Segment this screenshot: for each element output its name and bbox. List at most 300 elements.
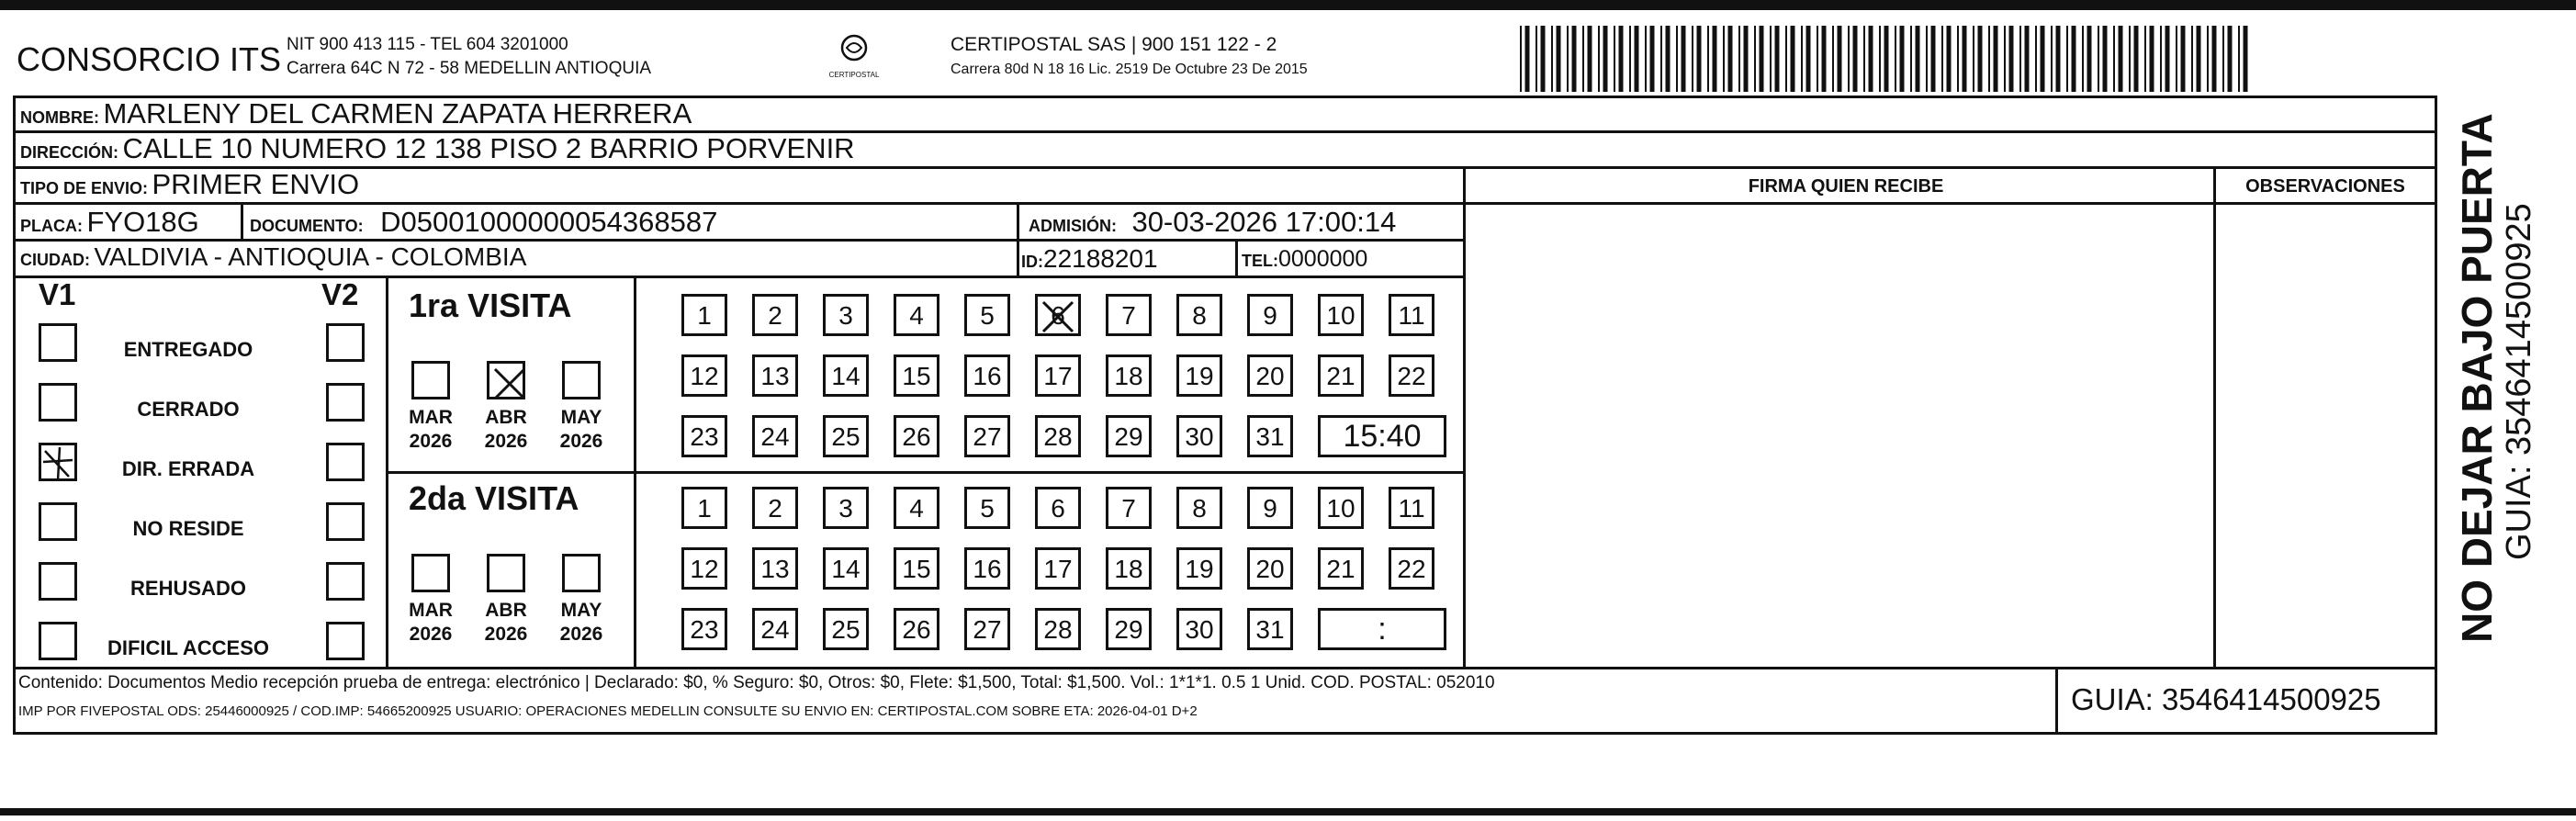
second-day-box[interactable] [681, 487, 727, 529]
day-number: 3 [838, 494, 853, 523]
second-day-box[interactable] [1035, 547, 1081, 590]
second-day-box[interactable] [894, 547, 939, 590]
barcode-bar [1988, 26, 1990, 92]
rule [13, 239, 1464, 242]
day-number: 22 [1397, 555, 1426, 583]
first-day-box[interactable] [1176, 294, 1222, 336]
barcode-bar [2004, 26, 2006, 92]
barcode-bar [1869, 26, 1873, 92]
second-visit-title: 2da VISITA [409, 479, 579, 517]
second-day-box[interactable] [1035, 487, 1081, 529]
day-number: 29 [1114, 422, 1143, 451]
first-day-box[interactable] [1035, 294, 1081, 336]
second-month-checkbox[interactable] [487, 554, 525, 592]
first-month-checkbox[interactable] [562, 361, 601, 399]
day-number: 18 [1114, 362, 1143, 390]
day-number: 10 [1326, 301, 1355, 330]
barcode-bar [2113, 26, 2115, 92]
barcode-bar [2144, 26, 2146, 92]
second-day-box[interactable] [681, 608, 727, 650]
barcode-bar [2191, 26, 2193, 92]
first-day-box[interactable] [964, 294, 1010, 336]
barcode-bar [1635, 26, 1639, 92]
second-day-box[interactable] [752, 487, 798, 529]
day-number: 28 [1043, 422, 1073, 451]
barcode-bar [1692, 26, 1693, 92]
second-day-box[interactable] [1247, 487, 1293, 529]
first-visit-title: 1ra VISITA [409, 287, 572, 324]
barcode-bar [2119, 26, 2123, 92]
certipostal-logo [827, 33, 882, 84]
day-number: 4 [909, 494, 924, 523]
barcode-bar [1582, 26, 1584, 92]
barcode-bar [1775, 26, 1780, 92]
day-number: 14 [831, 555, 861, 583]
barcode-bar [1978, 26, 1983, 92]
barcode-bar [2244, 26, 2248, 92]
barcode-bar [1535, 26, 1537, 92]
ciudad-label: CIUDAD: [20, 251, 90, 269]
barcode-bar [1728, 26, 1733, 92]
top-rule [0, 0, 2576, 10]
first-day-box[interactable] [1106, 415, 1152, 457]
barcode-bar [2035, 26, 2037, 92]
admision-row [1029, 206, 1396, 239]
barcode-bar [1619, 26, 1624, 92]
barcode-bar [1973, 26, 1974, 92]
day-number: 10 [1326, 494, 1355, 523]
second-month-label [401, 599, 460, 647]
barcode-bar [1957, 26, 1959, 92]
barcode-bar [1785, 26, 1787, 92]
barcode-bar [1916, 26, 1920, 92]
barcode-bar [1650, 26, 1655, 92]
day-number: 26 [902, 615, 931, 644]
second-day-box[interactable] [1389, 547, 1434, 590]
day-number: 20 [1255, 555, 1285, 583]
second-month-checkbox[interactable] [411, 554, 450, 592]
month-year: 2026 [559, 624, 603, 645]
barcode-bar [1848, 26, 1850, 92]
rule [2055, 667, 2058, 735]
barcode-bar [2041, 26, 2045, 92]
day-number: 8 [1192, 301, 1207, 330]
barcode-bar [2181, 26, 2186, 92]
day-number: 25 [831, 615, 861, 644]
barcode-bar [1806, 26, 1811, 92]
second-day-box[interactable] [1176, 487, 1222, 529]
id-value: 22188201 [1043, 244, 1158, 273]
second-day-box[interactable] [1389, 487, 1434, 529]
day-number: 16 [973, 555, 1002, 583]
handwritten-x-icon [1040, 298, 1076, 335]
status-label: CERRADO [137, 398, 240, 421]
v1-header: V1 [39, 277, 76, 311]
second-day-box[interactable] [1035, 608, 1081, 650]
day-number: 7 [1121, 494, 1136, 523]
day-number: 25 [831, 422, 861, 451]
v1-checkbox[interactable] [39, 562, 77, 601]
day-number: 11 [1398, 301, 1425, 330]
handwritten-mark-icon [41, 445, 74, 478]
barcode-bar [1822, 26, 1827, 92]
day-number: 16 [973, 362, 1002, 390]
second-day-box[interactable] [1247, 608, 1293, 650]
first-day-box[interactable] [1247, 415, 1293, 457]
rule [1235, 239, 1238, 276]
day-number: 26 [902, 422, 931, 451]
tipo-row [20, 168, 359, 201]
tel-label: TEL: [1242, 252, 1278, 270]
v2-checkbox[interactable] [326, 443, 365, 481]
barcode-bar [2165, 26, 2170, 92]
second-day-box[interactable] [1318, 487, 1364, 529]
second-time-box[interactable]: : [1318, 608, 1446, 650]
day-number: 31 [1255, 422, 1285, 451]
day-number: 18 [1114, 555, 1143, 583]
barcode-bar [2150, 26, 2154, 92]
day-number: 2 [768, 301, 782, 330]
second-day-box[interactable] [1247, 547, 1293, 590]
day-number: 20 [1255, 362, 1285, 390]
documento-row [250, 206, 717, 239]
placa-value: FYO18G [86, 206, 199, 238]
v2-checkbox[interactable] [326, 383, 365, 422]
second-month-checkbox[interactable] [562, 554, 601, 592]
barcode-bar [2207, 26, 2209, 92]
barcode-bar [1520, 26, 1522, 92]
direccion-value: CALLE 10 NUMERO 12 138 PISO 2 BARRIO PORVENIR [122, 132, 855, 164]
id-row [1021, 244, 1158, 274]
day-number: 3 [838, 301, 853, 330]
day-number: 11 [1398, 494, 1425, 523]
second-day-box[interactable] [1106, 608, 1152, 650]
day-number: 5 [980, 301, 995, 330]
barcode-bar [1926, 26, 1928, 92]
barcode-bar [1853, 26, 1858, 92]
day-number: 29 [1114, 615, 1143, 644]
tel-row [1242, 246, 1367, 273]
barcode-bar [2103, 26, 2108, 92]
status-label: ENTREGADO [123, 338, 253, 361]
second-day-box[interactable] [1176, 547, 1222, 590]
barcode-bar [1676, 26, 1678, 92]
first-day-box[interactable] [1106, 294, 1152, 336]
v1-checkbox[interactable] [39, 502, 77, 541]
barcode-bar [1770, 26, 1772, 92]
first-day-box[interactable] [894, 415, 939, 457]
barcode-bar [1598, 26, 1600, 92]
company-name: CONSORCIO ITS [17, 40, 282, 78]
first-day-box[interactable] [1318, 294, 1364, 336]
barcode-bar [1713, 26, 1717, 92]
v2-checkbox[interactable] [326, 323, 365, 362]
nombre-row [20, 97, 692, 130]
barcode-bar [1744, 26, 1749, 92]
barcode-bar [1963, 26, 1967, 92]
barcode-bar [2072, 26, 2076, 92]
second-day-box[interactable] [1106, 487, 1152, 529]
month-year: 2026 [559, 431, 603, 452]
rule [2213, 166, 2216, 667]
barcode-bar [2129, 26, 2131, 92]
barcode-bar [2222, 26, 2224, 92]
barcode-bar [2238, 26, 2240, 92]
barcode-bar [1884, 26, 1889, 92]
day-number: 30 [1185, 422, 1214, 451]
day-number: 17 [1043, 555, 1073, 583]
v2-header: V2 [321, 277, 359, 311]
day-number: 21 [1326, 362, 1355, 390]
second-day-box[interactable] [823, 608, 869, 650]
second-day-box[interactable] [823, 547, 869, 590]
v1-checkbox[interactable] [39, 323, 77, 362]
day-number: 6 [1051, 494, 1065, 523]
first-month-label [552, 406, 611, 454]
barcode-bar [1895, 26, 1896, 92]
barcode-bar [1838, 26, 1842, 92]
first-month-label [477, 406, 535, 454]
first-day-box[interactable] [823, 354, 869, 397]
footer-imp: IMP POR FIVEPOSTAL ODS: 25446000925 / COD.IMP: 54665200925 USUARIO: OPERACIONES MEDELLIN CONSULTE SU ENVIO EN: CERTIPOSTAL.COM SOBRE ETA: 2026-04-01 D+2 [18, 703, 1198, 719]
barcode-bar [2056, 26, 2061, 92]
barcode-bar [1525, 26, 1530, 92]
day-number: 9 [1263, 494, 1277, 523]
month-year: 2026 [484, 431, 528, 452]
first-day-box[interactable] [894, 294, 939, 336]
month-name: ABR [485, 407, 527, 428]
first-day-box[interactable] [964, 415, 1010, 457]
documento-label: DOCUMENTO: [250, 217, 364, 235]
day-number: 31 [1255, 615, 1285, 644]
first-day-box[interactable] [752, 294, 798, 336]
day-number: 12 [690, 362, 719, 390]
second-day-box[interactable] [964, 608, 1010, 650]
barcode-bar [1645, 26, 1647, 92]
day-number: 8 [1192, 494, 1207, 523]
day-number: 23 [690, 615, 719, 644]
first-day-box[interactable] [1389, 294, 1434, 336]
first-day-box[interactable] [1247, 354, 1293, 397]
rule [386, 471, 1465, 474]
first-day-box[interactable] [752, 354, 798, 397]
first-day-box[interactable] [1247, 294, 1293, 336]
month-year: 2026 [484, 624, 528, 645]
tel-value: 0000000 [1278, 246, 1368, 272]
day-number: 28 [1043, 615, 1073, 644]
barcode-bar [2160, 26, 2162, 92]
barcode-bar [2098, 26, 2099, 92]
second-day-box[interactable] [752, 608, 798, 650]
barcode-bar [2134, 26, 2139, 92]
v2-checkbox[interactable] [326, 562, 365, 601]
barcode-bar [1931, 26, 1936, 92]
second-day-box[interactable] [681, 547, 727, 590]
barcode-bar [1754, 26, 1756, 92]
second-month-label [552, 599, 611, 647]
day-number: 22 [1397, 362, 1426, 390]
day-number: 24 [760, 422, 790, 451]
day-number: 9 [1263, 301, 1277, 330]
barcode-bar [1588, 26, 1592, 92]
second-day-box[interactable] [894, 487, 939, 529]
second-day-box[interactable] [1318, 547, 1364, 590]
first-day-box[interactable] [1035, 415, 1081, 457]
month-year: 2026 [409, 624, 453, 645]
barcode-bar [1863, 26, 1865, 92]
barcode-bar [1567, 26, 1569, 92]
first-day-box[interactable] [1176, 415, 1222, 457]
firma-header: FIRMA QUIEN RECIBE [1748, 176, 1944, 197]
side-guia: GUIA: 3546414500925 [2500, 203, 2538, 560]
barcode-bar [1900, 26, 1905, 92]
second-month-label [477, 599, 535, 647]
barcode-bar [1791, 26, 1795, 92]
second-day-box[interactable] [823, 487, 869, 529]
v1-checkbox[interactable] [39, 443, 77, 481]
barcode [1520, 26, 2255, 92]
barcode-bar [1879, 26, 1881, 92]
first-day-box[interactable] [1176, 354, 1222, 397]
barcode-bar [1614, 26, 1615, 92]
id-label: ID: [1021, 253, 1043, 271]
barcode-bar [1541, 26, 1546, 92]
barcode-bar [2025, 26, 2030, 92]
day-number: 24 [760, 615, 790, 644]
barcode-bar [1738, 26, 1740, 92]
day-number: 27 [973, 615, 1002, 644]
company-address: Carrera 64C N 72 - 58 MEDELLIN ANTIOQUIA [287, 59, 652, 78]
rule [1463, 166, 1466, 667]
day-number: 1 [697, 494, 712, 523]
barcode-bar [1682, 26, 1686, 92]
day-number: 15 [902, 362, 931, 390]
barcode-bar [1817, 26, 1818, 92]
company-nit: NIT 900 413 115 - TEL 604 3201000 [287, 35, 568, 54]
barcode-bar [2176, 26, 2177, 92]
barcode-bar [1707, 26, 1709, 92]
barcode-bar [2228, 26, 2233, 92]
day-number: 13 [760, 555, 790, 583]
first-day-box[interactable] [752, 415, 798, 457]
month-name: ABR [485, 600, 527, 621]
day-number: 17 [1043, 362, 1073, 390]
barcode-bar [1947, 26, 1952, 92]
barcode-bar [1941, 26, 1943, 92]
side-notice: NO DEJAR BAJO PUERTA [2453, 113, 2501, 643]
ciudad-value: VALDIVIA - ANTIOQUIA - COLOMBIA [94, 242, 527, 271]
first-day-box[interactable] [681, 354, 727, 397]
first-month-checkbox[interactable] [411, 361, 450, 399]
first-day-box[interactable] [1389, 354, 1434, 397]
status-label: REHUSADO [130, 577, 246, 600]
barcode-bar [1660, 26, 1662, 92]
v1-checkbox[interactable] [39, 622, 77, 660]
admision-value: 30-03-2026 17:00:14 [1131, 206, 1397, 238]
day-number: 2 [768, 494, 782, 523]
first-day-box[interactable] [681, 415, 727, 457]
barcode-bar [2087, 26, 2092, 92]
carrier-address: Carrera 80d N 18 16 Lic. 2519 De Octubre 23 De 2015 [951, 62, 1308, 77]
day-number: 4 [909, 301, 924, 330]
day-number: 23 [690, 422, 719, 451]
v1-checkbox[interactable] [39, 383, 77, 422]
barcode-bar [2082, 26, 2084, 92]
second-day-box[interactable] [1176, 608, 1222, 650]
bottom-rule [0, 808, 2576, 815]
direccion-row [20, 132, 855, 165]
first-day-box[interactable] [1106, 354, 1152, 397]
ciudad-row [20, 242, 526, 272]
month-name: MAR [409, 407, 453, 428]
barcode-bar [2009, 26, 2014, 92]
day-number: 19 [1185, 362, 1214, 390]
day-number: 30 [1185, 615, 1214, 644]
observaciones-header: OBSERVACIONES [2245, 176, 2405, 197]
month-year: 2026 [409, 431, 453, 452]
first-time-box[interactable]: 15:40 [1318, 415, 1446, 457]
footer-content: Contenido: Documentos Medio recepción prueba de entrega: electrónico | Declarado: $0, % Seguro: $0, Otros: $0, Flete: $1,500, Total: $1,500. Vol.: 1*1*1. 0.5 1 Unid. COD. POSTAL: 052010 [18, 673, 1495, 692]
first-day-box[interactable] [964, 354, 1010, 397]
first-day-box[interactable] [1318, 354, 1364, 397]
barcode-bar [1603, 26, 1608, 92]
barcode-bar [2212, 26, 2217, 92]
barcode-bar [1666, 26, 1670, 92]
rule [13, 667, 2437, 669]
first-day-box[interactable] [823, 415, 869, 457]
second-day-box[interactable] [1106, 547, 1152, 590]
v2-checkbox[interactable] [326, 502, 365, 541]
barcode-bar [2066, 26, 2068, 92]
second-day-box[interactable] [752, 547, 798, 590]
first-day-box[interactable] [823, 294, 869, 336]
day-number: 14 [831, 362, 861, 390]
v2-checkbox[interactable] [326, 622, 365, 660]
first-month-label [401, 406, 460, 454]
admision-label: ADMISIÓN: [1029, 217, 1117, 235]
barcode-bar [2019, 26, 2021, 92]
month-name: MAY [560, 600, 602, 621]
first-day-box[interactable] [1035, 354, 1081, 397]
day-number: 1 [697, 301, 712, 330]
second-day-box[interactable] [964, 487, 1010, 529]
barcode-bar [1994, 26, 1998, 92]
first-month-checkbox[interactable] [487, 361, 525, 399]
rule [13, 276, 1464, 278]
status-label: DIR. ERRADA [121, 457, 255, 480]
status-label: NO RESIDE [132, 517, 244, 540]
direccion-label: DIRECCIÓN: [20, 143, 118, 162]
barcode-bar [2051, 26, 2053, 92]
day-number: 21 [1326, 555, 1355, 583]
first-day-box[interactable] [894, 354, 939, 397]
tipo-label: TIPO DE ENVIO: [20, 179, 149, 197]
day-number: 6 [1051, 301, 1065, 330]
barcode-bar [1629, 26, 1631, 92]
second-day-box[interactable] [964, 547, 1010, 590]
status-label: DIFICIL ACCESO [107, 636, 269, 659]
rule [241, 202, 243, 239]
barcode-bar [1832, 26, 1834, 92]
day-number: 19 [1185, 555, 1214, 583]
day-number: 15 [902, 555, 931, 583]
footer-guia: GUIA: 3546414500925 [2071, 682, 2381, 716]
second-day-box[interactable] [894, 608, 939, 650]
placa-label: PLACA: [20, 217, 83, 235]
handwritten-x-icon [491, 366, 528, 402]
first-day-box[interactable] [681, 294, 727, 336]
barcode-bar [1723, 26, 1725, 92]
